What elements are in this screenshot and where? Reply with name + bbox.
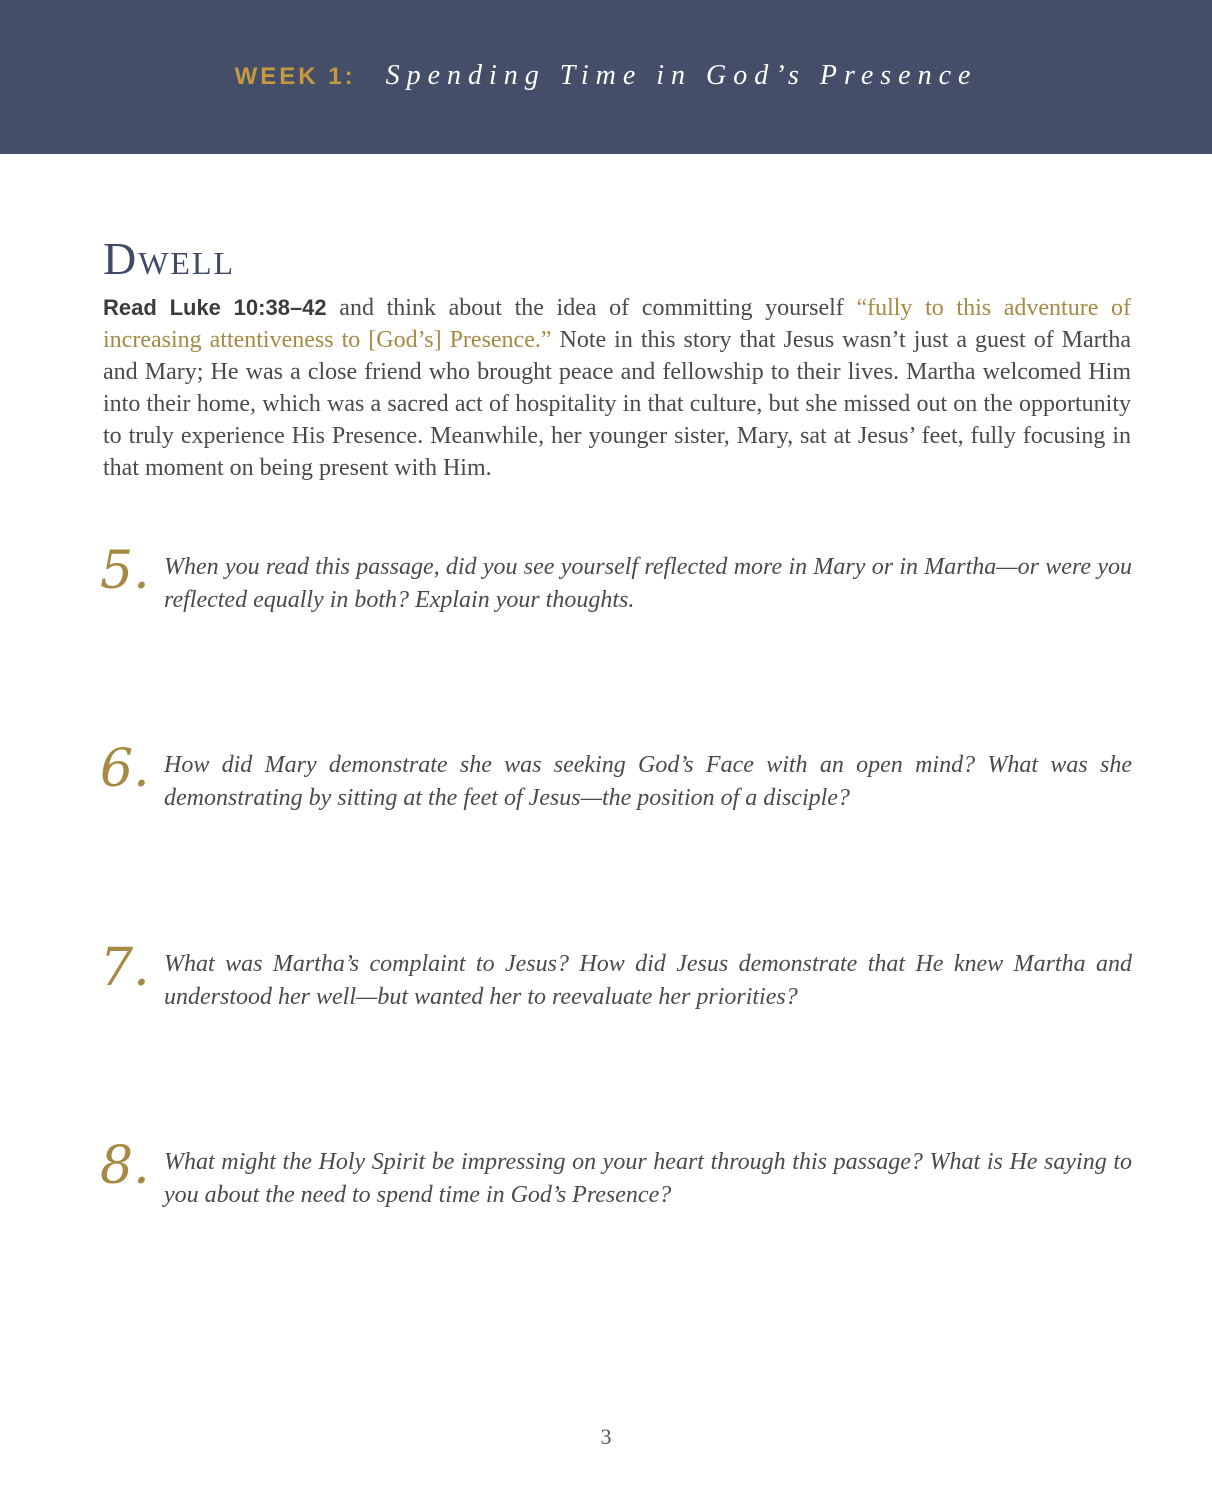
section-title: Dwell xyxy=(103,233,236,284)
question-8 xyxy=(100,1136,1132,1212)
scripture-reference: Read Luke 10:38–42 xyxy=(103,295,327,320)
question-number: 8. xyxy=(100,1136,150,1196)
page-number: 3 xyxy=(600,1424,612,1449)
question-text: What might the Holy Spirit be impressing on your heart through this passage? What is He saying to you about the need to spend time in God’s Presence? xyxy=(164,1149,1132,1208)
question-text: What was Martha’s complaint to Jesus? How did Jesus demonstrate that He knew Martha and understood her well—but wanted her to reevaluate her priorities? xyxy=(164,951,1132,1010)
header-band xyxy=(0,0,1212,154)
question-text: How did Mary demonstrate she was seeking God’s Face with an open mind? What was she demonstrating by sitting at the feet of Jesus—the position of a disciple? xyxy=(164,752,1132,811)
week-label: WEEK 1: xyxy=(234,63,356,90)
intro-lead: and think about the idea of committing yourself xyxy=(326,295,857,321)
intro-paragraph xyxy=(103,292,1131,484)
question-number: 6. xyxy=(100,739,150,799)
intro-quote: “fully to this adventure of increasing attentiveness to [God’s] Presence.” xyxy=(103,295,1132,353)
question-number: 7. xyxy=(100,938,150,998)
header-content xyxy=(235,60,978,92)
question-5 xyxy=(100,541,1132,617)
question-7 xyxy=(100,938,1132,1014)
week-title: Spending Time in God’s Presence xyxy=(385,60,978,91)
question-text: When you read this passage, did you see yourself reflected more in Mary or in Martha—or were you reflected equally in both? Explain your thoughts. xyxy=(164,554,1132,613)
intro-body: Note in this story that Jesus wasn’t just a guest of Martha and Mary; He was a close friend who brought peace and fellowship to their lives. Martha welcomed Him into their home, which was a sacred act of hospitality in that culture, but she missed out on the opportunity to truly experience His Presence. Meanwhile, her younger sister, Mary, sat at Jesus’ feet, fully focusing in that moment on being present with Him. xyxy=(103,327,1131,481)
question-6 xyxy=(100,739,1132,815)
question-number: 5. xyxy=(100,541,150,601)
